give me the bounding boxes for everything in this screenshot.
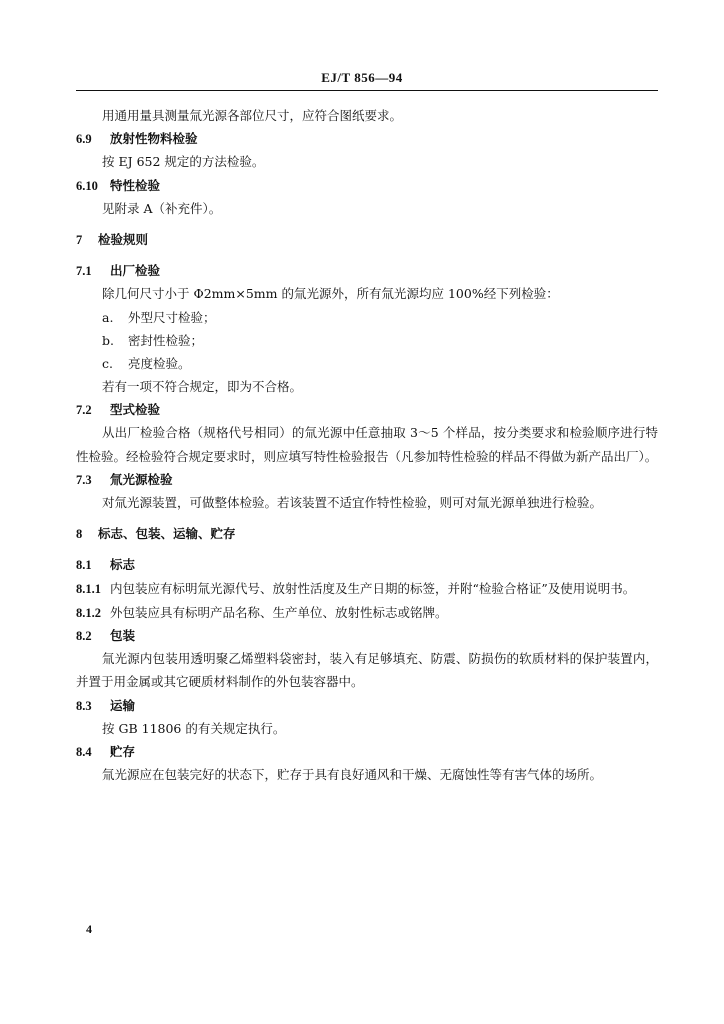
list-item-label: b. [102, 332, 114, 348]
document-code: EJ/T 856—94 [321, 70, 403, 85]
list-item-label: c. [102, 355, 113, 371]
section-title: 包装 [110, 628, 136, 643]
section-6-9-body: 按 EJ 652 规定的方法检验。 [102, 154, 265, 170]
list-item [76, 352, 658, 375]
section-6-9-heading [76, 127, 658, 150]
section-number: 8.4 [76, 744, 92, 759]
section-7-1-outro: 若有一项不符合规定，即为不合格。 [102, 379, 303, 395]
section-number: 7.3 [76, 472, 92, 487]
list-item [76, 306, 658, 329]
section-number: 8.1.1 [76, 581, 101, 596]
section-title: 型式检验 [110, 402, 161, 418]
chapter-title: 检验规则 [98, 231, 149, 247]
list-item-label: a. [102, 309, 114, 325]
chapter-number: 7 [76, 232, 83, 247]
document-body [76, 104, 658, 786]
section-title: 标志 [110, 557, 136, 573]
section-number: 6.10 [76, 178, 98, 193]
section-number: 6.9 [76, 132, 92, 147]
section-8-3-heading [76, 694, 658, 717]
section-body: 外包装应具有标明产品名称、生产单位、放射性标志或铭牌。 [110, 604, 448, 620]
section-title: 贮存 [110, 743, 136, 759]
section-7-3-body: 对氚光源装置，可做整体检验。若该装置不适宜作特性检验，则可对氚光源单独进行检验。 [102, 495, 603, 511]
list-item [76, 329, 658, 352]
section-8-4-body: 氚光源应在包装完好的状态下，贮存于具有良好通风和干燥、无腐蚀性等有害气体的场所。 [102, 767, 603, 783]
section-7-3-heading [76, 468, 658, 491]
section-number: 8.1 [76, 558, 92, 573]
section-8-4-heading [76, 740, 658, 763]
section-number: 8.2 [76, 629, 92, 643]
section-number: 8.3 [76, 698, 92, 713]
section-7-1-heading [76, 259, 658, 282]
section-6-10-body: 见附录 A（补充件）。 [102, 200, 222, 216]
section-6-10-heading [76, 174, 658, 197]
section-number: 7.2 [76, 403, 92, 418]
paragraph-6-8-continuation: 用通用量具测量氚光源各部位尺寸，应符合图纸要求。 [102, 108, 403, 123]
section-body: 内包装应有标明氚光源代号、放射性活度及生产日期的标签，并附“检验合格证”及使用说明书。 [110, 580, 636, 596]
chapter-title: 标志、包装、运输、贮存 [98, 526, 236, 542]
section-title: 出厂检验 [110, 263, 161, 279]
list-item-text: 亮度检验。 [128, 355, 191, 371]
list-item-text: 密封性检验； [128, 332, 204, 348]
section-title: 放射性物料检验 [110, 131, 198, 147]
section-title: 特性检验 [110, 177, 161, 193]
chapter-7-heading [76, 228, 658, 251]
header-rule [76, 90, 658, 91]
section-7-2-body: 从出厂检验合格（规格代号相同）的氚光源中任意抽取 3～5 个样品，按分类要求和检验顺序进行特性检验。经检验符合规定要求时，则应填写特性检验报告（凡参加特性检验的样品不得做为新产品出厂）。 [76, 425, 658, 464]
section-number: 8.1.2 [76, 605, 101, 620]
chapter-number: 8 [76, 527, 83, 542]
section-8-3-body: 按 GB 11806 的有关规定执行。 [102, 720, 286, 736]
page-number: 4 [86, 922, 92, 936]
section-7-1-intro: 除几何尺寸小于 Φ2mm×5mm 的氚光源外，所有氚光源均应 100%经下列检验： [102, 286, 559, 302]
section-title: 氚光源检验 [110, 471, 173, 487]
section-8-2-heading [76, 624, 658, 647]
chapter-8-heading [76, 522, 658, 545]
section-8-1-2 [76, 601, 658, 624]
list-item-text: 外型尺寸检验； [128, 309, 216, 325]
section-7-2-heading [76, 398, 658, 421]
section-8-1-1 [76, 577, 658, 601]
section-8-1-heading [76, 553, 658, 576]
section-8-2-body: 氚光源内包装用透明聚乙烯塑料袋密封，装入有足够填充、防震、防损伤的软质材料的保护装置内，并置于用金属或其它硬质材料制作的外包装容器中。 [76, 651, 658, 690]
section-number: 7.1 [76, 264, 92, 279]
section-title: 运输 [110, 697, 136, 713]
